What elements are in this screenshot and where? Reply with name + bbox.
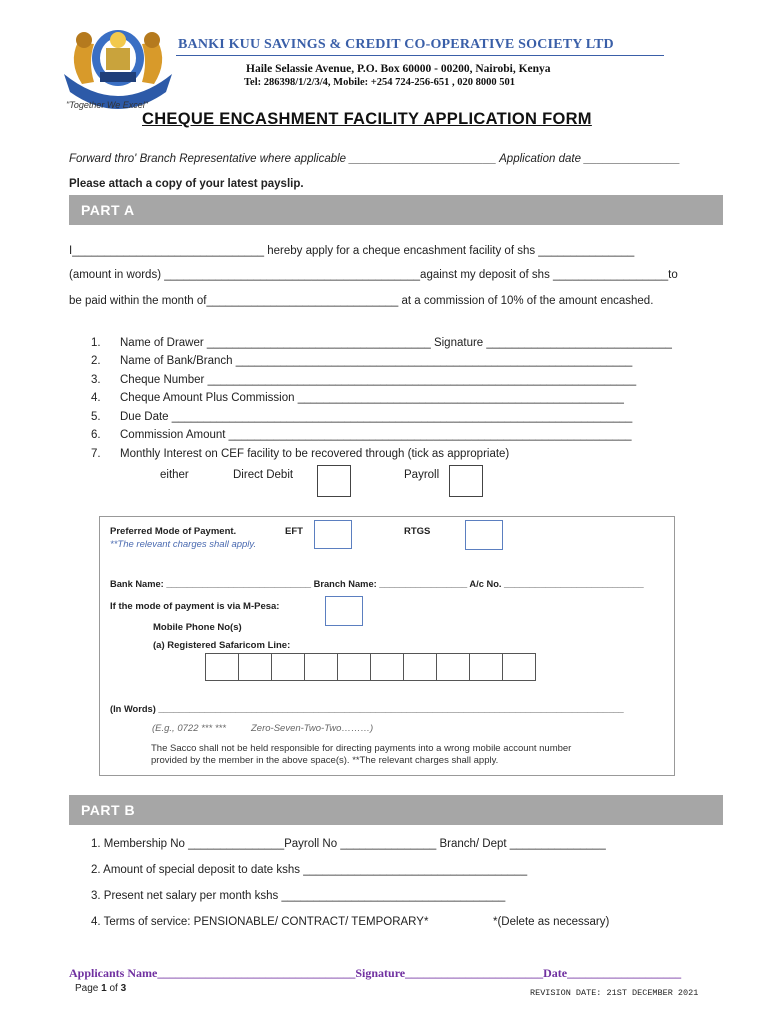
payroll-checkbox[interactable] [449, 465, 483, 497]
phone-digit-cell[interactable] [238, 653, 272, 681]
in-words-line[interactable]: (In Words) __________________________________________________________________________________________ [110, 704, 624, 714]
part-b-item-2[interactable]: 2. Amount of special deposit to date kshs ___________________________________ [91, 864, 528, 876]
part-a-header [69, 195, 723, 225]
direct-debit-label: Direct Debit [233, 469, 294, 481]
charges-note: **The relevant charges shall apply. [110, 539, 257, 550]
disclaimer-line-1: The Sacco shall not be held responsible for directing payments into a wrong mobile account number [151, 743, 572, 754]
list-item[interactable]: 6. Commission Amount _______________________________________________________________ [91, 429, 632, 441]
bank-details-line[interactable]: Bank Name: ____________________________ Branch Name: _________________ A/c No. ___________________________ [110, 579, 644, 589]
rtgs-label: RTGS [404, 526, 431, 537]
eft-label: EFT [285, 526, 303, 537]
example-words: Zero-Seven-Two-Two………) [251, 723, 374, 734]
direct-debit-checkbox[interactable] [317, 465, 351, 497]
header-rule [176, 55, 664, 56]
page-number: Page 1 of 3 [75, 983, 127, 994]
mobile-phone-label: Mobile Phone No(s) [153, 622, 242, 633]
phone-digit-cell[interactable] [502, 653, 536, 681]
part-a-label: PART A [81, 202, 135, 218]
list-item[interactable]: 3. Cheque Number ___________________________________________________________________ [91, 374, 637, 386]
applicant-signature-line[interactable]: Applicants Name_________________________________Signature_______________________Date___________________ [69, 966, 682, 980]
phone-number-cells [205, 653, 536, 679]
form-title: CHEQUE ENCASHMENT FACILITY APPLICATION FORM [142, 110, 592, 128]
disclaimer-line-2: provided by the member in the above space(s). **The relevant charges shall apply. [151, 755, 499, 766]
delete-note: *(Delete as necessary) [493, 916, 610, 928]
part-b-label: PART B [81, 802, 136, 818]
list-item[interactable]: 2. Name of Bank/Branch ______________________________________________________________ [91, 355, 633, 367]
application-line-2[interactable]: (amount in words) ________________________________________against my deposit of shs __________________to [69, 269, 678, 281]
mpesa-label: If the mode of payment is via M-Pesa: [110, 601, 280, 612]
forward-line[interactable]: Forward thro' Branch Representative where applicable _______________________ Application date _______________ [69, 153, 681, 165]
phone-digit-cell[interactable] [370, 653, 404, 681]
phone-digit-cell[interactable] [271, 653, 305, 681]
either-label: either [160, 469, 189, 481]
phone-digit-cell[interactable] [469, 653, 503, 681]
list-item[interactable]: 5. Due Date ________________________________________________________________________ [91, 411, 633, 423]
part-b-header [69, 795, 723, 825]
safaricom-line-label: (a) Registered Safaricom Line: [153, 640, 291, 651]
phone-digit-cell[interactable] [403, 653, 437, 681]
phone-digit-cell[interactable] [436, 653, 470, 681]
org-name: BANKI KUU SAVINGS & CREDIT CO-OPERATIVE SOCIETY LTD [178, 37, 614, 52]
attach-note: Please attach a copy of your latest payslip. [69, 178, 304, 190]
payroll-label: Payroll [404, 469, 440, 481]
eft-checkbox[interactable] [314, 520, 352, 549]
application-line-3[interactable]: be paid within the month of______________________________ at a commission of 10% of the amount encashed. [69, 295, 654, 307]
logo-motto: "Together We Excel" [66, 100, 148, 110]
part-b-item-3[interactable]: 3. Present net salary per month kshs ___________________________________ [91, 890, 506, 902]
phone-digit-cell[interactable] [205, 653, 239, 681]
preferred-mode-label: Preferred Mode of Payment. [110, 526, 237, 537]
mpesa-checkbox[interactable] [325, 596, 363, 626]
revision-date: REVISION DATE: 21ST DECEMBER 2021 [530, 988, 699, 998]
part-b-item-4: 4. Terms of service: PENSIONABLE/ CONTRACT/ TEMPORARY* [91, 916, 429, 928]
example-number: (E.g., 0722 *** *** [152, 723, 226, 734]
rtgs-checkbox[interactable] [465, 520, 503, 550]
phone-digit-cell[interactable] [337, 653, 371, 681]
list-item[interactable]: 1. Name of Drawer ___________________________________ Signature _____________________________ [91, 337, 672, 349]
application-line-1[interactable]: I______________________________ hereby apply for a cheque encashment facility of shs _______________ [69, 245, 635, 257]
part-b-item-1[interactable]: 1. Membership No _______________Payroll No _______________ Branch/ Dept _______________ [91, 838, 606, 850]
org-address: Haile Selassie Avenue, P.O. Box 60000 - 00200, Nairobi, Kenya [246, 63, 551, 75]
list-item[interactable]: 4. Cheque Amount Plus Commission ___________________________________________________ [91, 392, 624, 404]
list-item: 7. Monthly Interest on CEF facility to be recovered through (tick as appropriate) [91, 448, 510, 460]
org-telephone: Tel: 286398/1/2/3/4, Mobile: +254 724-256-651 , 020 8000 501 [244, 77, 516, 88]
phone-digit-cell[interactable] [304, 653, 338, 681]
